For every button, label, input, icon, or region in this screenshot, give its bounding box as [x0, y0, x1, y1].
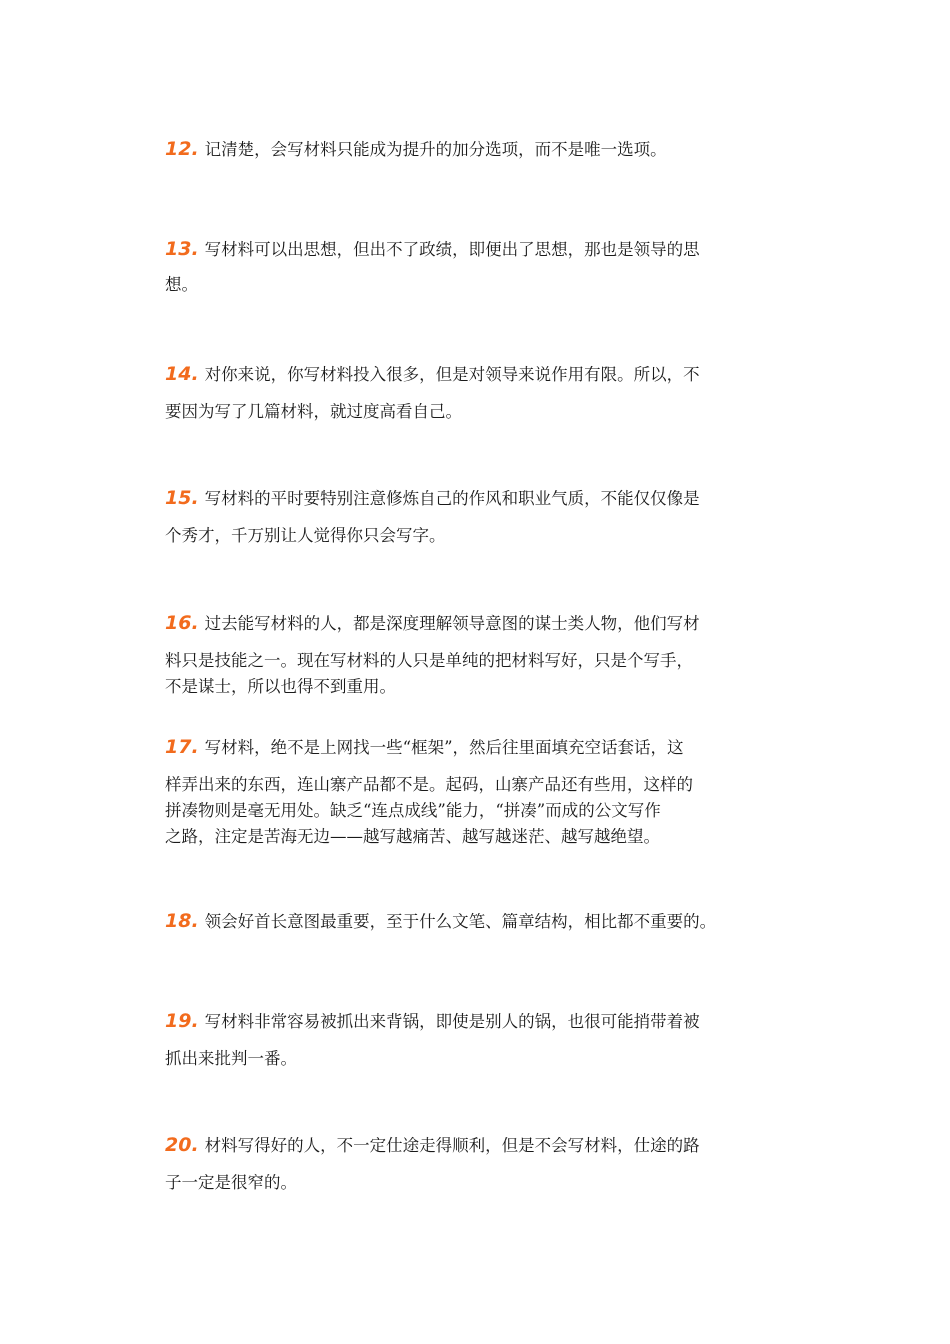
item-text: 领会好首长意图最重要，至于什么文笔、篇章结构，相比都不重要的。	[204, 912, 717, 931]
item-line: 拼凑物则是毫无用处。缺乏“连点成线”能力，“拼凑”而成的公文写作	[165, 801, 661, 820]
list-item	[165, 734, 785, 850]
item-line	[165, 485, 785, 511]
item-number: 18.	[165, 910, 199, 932]
item-line: 抓出来批判一番。	[165, 1049, 297, 1068]
list-item	[165, 908, 785, 934]
item-number: 14.	[165, 363, 199, 385]
list-item	[165, 1132, 785, 1196]
item-line: 料只是技能之一。现在写材料的人只是单纯的把材料写好，只是个写手，	[165, 651, 693, 670]
list-item	[165, 361, 785, 425]
item-line: 子一定是很窄的。	[165, 1173, 297, 1192]
item-line: 不是谋士，所以也得不到重用。	[165, 677, 396, 696]
item-line: 想。	[165, 275, 198, 294]
list-item	[165, 485, 785, 549]
item-line: 样弄出来的东西，连山寨产品都不是。起码，山寨产品还有些用，这样的	[165, 775, 693, 794]
item-line	[165, 236, 785, 262]
item-text: 对你来说，你写材料投入很多，但是对领导来说作用有限。所以，不	[204, 365, 700, 384]
item-line	[165, 1008, 785, 1034]
item-line	[165, 361, 785, 387]
item-line	[165, 610, 785, 636]
item-number: 19.	[165, 1010, 199, 1032]
item-number: 15.	[165, 487, 199, 509]
item-line	[165, 734, 785, 760]
item-text: 写材料非常容易被抓出来背锅，即使是别人的锅，也很可能捎带着被	[204, 1012, 700, 1031]
list-item	[165, 136, 785, 162]
item-number: 13.	[165, 238, 199, 260]
item-text: 写材料可以出思想，但出不了政绩，即便出了思想，那也是领导的思	[204, 240, 700, 259]
item-text: 写材料的平时要特别注意修炼自己的作风和职业气质，不能仅仅像是	[204, 489, 700, 508]
item-number: 12.	[165, 138, 199, 160]
item-text: 记清楚，会写材料只能成为提升的加分选项，而不是唯一选项。	[204, 140, 667, 159]
item-line	[165, 136, 785, 162]
list-item	[165, 236, 785, 298]
list-item	[165, 610, 785, 700]
item-text: 材料写得好的人，不一定仕途走得顺利，但是不会写材料，仕途的路	[204, 1136, 700, 1155]
item-number: 17.	[165, 736, 199, 758]
item-line: 要因为写了几篇材料，就过度高看自己。	[165, 402, 462, 421]
item-line: 个秀才，千万别让人觉得你只会写字。	[165, 526, 446, 545]
item-number: 16.	[165, 612, 199, 634]
item-text: 写材料，绝不是上网找一些“框架”，然后往里面填充空话套话，这	[204, 738, 684, 757]
item-line	[165, 908, 785, 934]
item-line: 之路，注定是苦海无边——越写越痛苦、越写越迷茫、越写越绝望。	[165, 827, 660, 846]
list-item	[165, 1008, 785, 1072]
item-number: 20.	[165, 1134, 199, 1156]
item-line	[165, 1132, 785, 1158]
item-text: 过去能写材料的人，都是深度理解领导意图的谋士类人物，他们写材	[204, 614, 700, 633]
